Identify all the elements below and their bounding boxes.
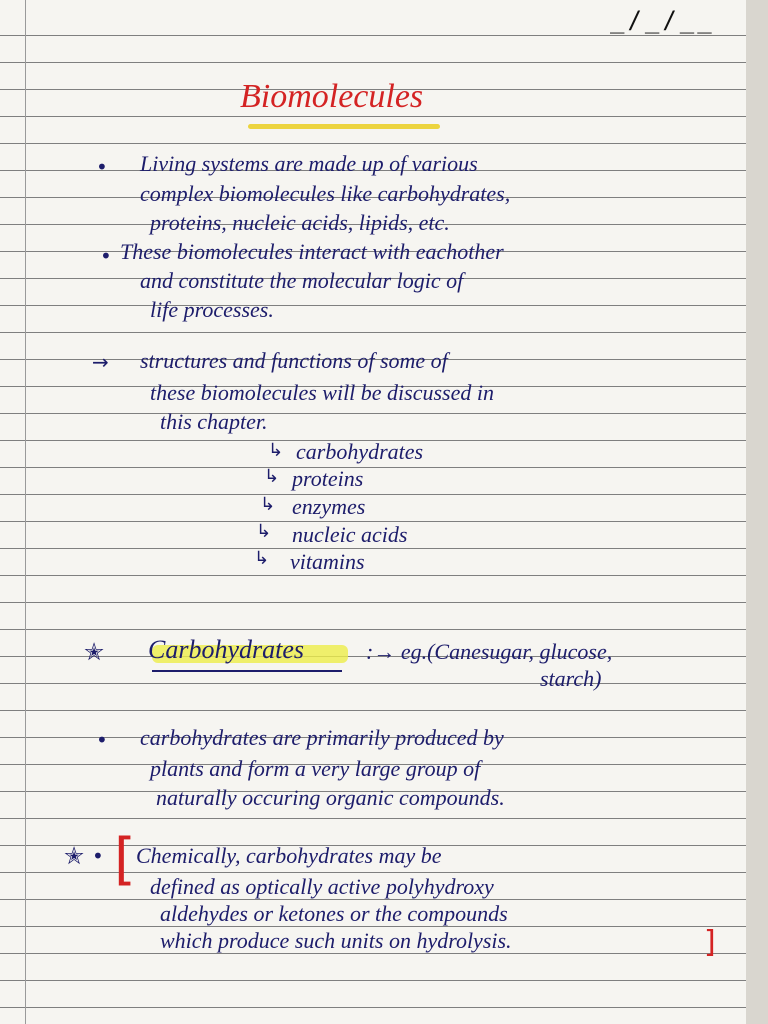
example-line: :→ eg.(Canesugar, glucose, [366, 639, 613, 664]
topic-item: nucleic acids [292, 522, 408, 547]
branch-arrow-icon: ↳ [256, 521, 272, 542]
section-heading: Carbohydrates [148, 635, 304, 664]
intro-line: proteins, nucleic acids, lipids, etc. [150, 210, 450, 235]
branch-arrow-icon: ↳ [260, 494, 276, 515]
topic-item: vitamins [290, 549, 365, 574]
branch-arrow-icon: ↳ [268, 440, 284, 461]
branch-arrow-icon: ↳ [254, 548, 270, 569]
bracket-close: ] [704, 925, 716, 960]
intro-line: and constitute the molecular logic of [140, 268, 464, 293]
definition-line: Chemically, carbohydrates may be [136, 843, 442, 868]
arrow-icon: → [92, 350, 109, 374]
heading-underline [152, 670, 342, 672]
topic-item: enzymes [292, 494, 366, 519]
definition-line: defined as optically active polyhydroxy [150, 874, 494, 899]
example-line: starch) [540, 666, 602, 691]
page-title: Biomolecules [240, 78, 424, 115]
intro-line: Living systems are made up of various [140, 151, 478, 176]
intro-line: These biomolecules interact with eachother [120, 239, 504, 264]
overview-line: these biomolecules will be discussed in [150, 380, 494, 405]
intro-line: complex biomolecules like carbohydrates, [140, 181, 511, 206]
para-line: carbohydrates are primarily produced by [140, 725, 504, 750]
topic-item: proteins [292, 466, 364, 491]
overview-line: structures and functions of some of [140, 348, 448, 373]
overview-line: this chapter. [160, 409, 268, 434]
bullet-dot: • [100, 244, 112, 268]
margin-line [25, 0, 26, 1024]
topic-item: carbohydrates [296, 439, 424, 464]
bullet-dot: • [96, 728, 108, 752]
page-edge [746, 0, 768, 1024]
definition-line: which produce such units on hydrolysis. [160, 928, 512, 953]
intro-line: life processes. [150, 297, 274, 322]
bullet-dot: • [92, 844, 104, 868]
para-line: plants and form a very large group of [150, 756, 481, 781]
date-field: _/_/__ [610, 6, 715, 34]
star-icon: ✭ [64, 842, 85, 870]
title-underline [248, 124, 440, 129]
bullet-dot: • [96, 155, 108, 179]
bracket-open: [ [114, 827, 136, 892]
star-icon: ✭ [84, 638, 105, 666]
definition-line: aldehydes or ketones or the compounds [160, 901, 508, 926]
branch-arrow-icon: ↳ [264, 466, 280, 487]
para-line: naturally occuring organic compounds. [156, 785, 505, 810]
